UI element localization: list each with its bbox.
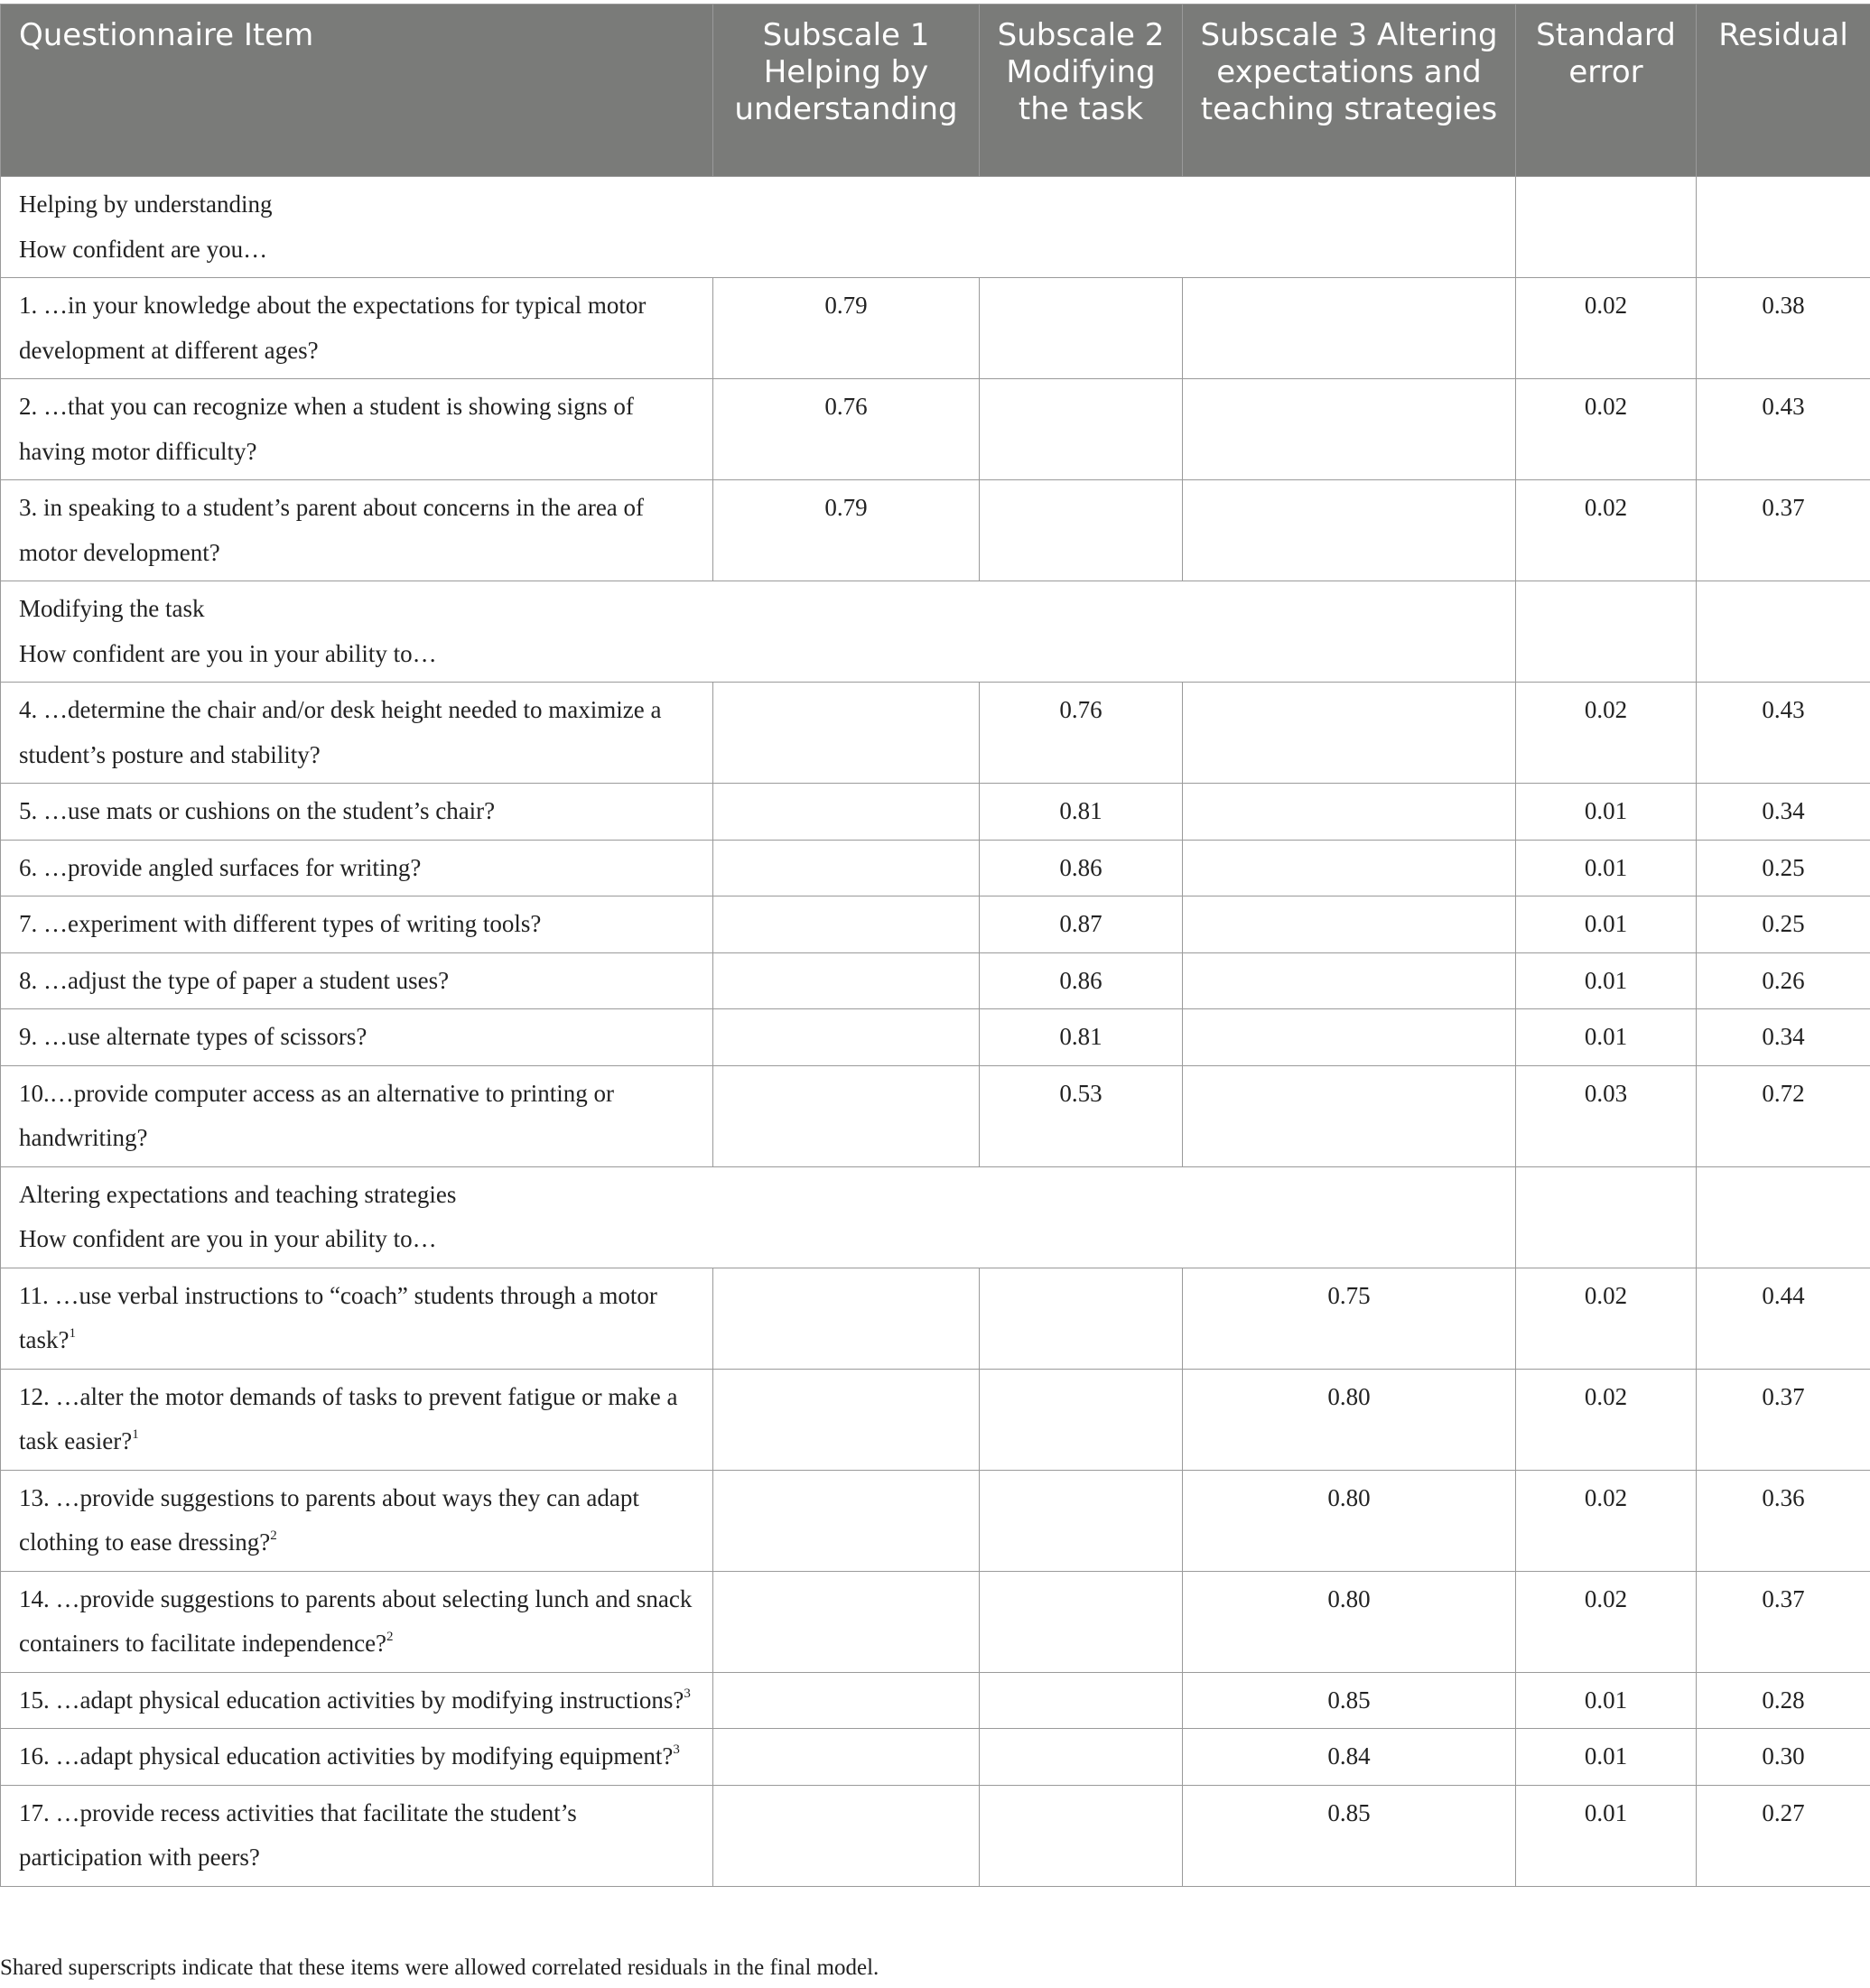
item-text: 1. …in your knowledge about the expectations for typical motor development at different ages?	[19, 292, 647, 364]
standard-error-value: 0.01	[1516, 896, 1697, 953]
item-text: 7. …experiment with different types of writing tools?	[19, 910, 542, 937]
table-row	[1, 379, 1870, 480]
standard-error-value: 0.01	[1516, 1672, 1697, 1729]
subscale-1-loading: 0.79	[713, 480, 980, 581]
residual-value: 0.37	[1697, 1571, 1870, 1672]
subscale-3-loading	[1183, 379, 1516, 480]
table-row	[1, 1009, 1870, 1066]
item-text-cell	[1, 1571, 713, 1672]
item-text: 5. …use mats or cushions on the student’s chair?	[19, 797, 496, 824]
subscale-2-loading	[980, 1785, 1183, 1886]
header-subscale-2: Subscale 2 Modifying the task	[980, 5, 1183, 177]
subscale-3-loading	[1183, 683, 1516, 784]
item-text: 8. …adjust the type of paper a student uses?	[19, 966, 450, 994]
subscale-3-loading	[1183, 840, 1516, 896]
item-text: 16. …adapt physical education activities by modifying equipment?	[19, 1742, 674, 1770]
item-text-cell	[1, 1729, 713, 1786]
residual-value: 0.34	[1697, 784, 1870, 841]
item-text-cell	[1, 683, 713, 784]
table-row	[1, 1268, 1870, 1369]
table-row	[1, 1729, 1870, 1786]
table-row	[1, 1571, 1870, 1672]
standard-error-value: 0.01	[1516, 1785, 1697, 1886]
table-row	[1, 1470, 1870, 1571]
subscale-1-loading: 0.79	[713, 278, 980, 379]
subscale-3-loading	[1183, 952, 1516, 1009]
subscale-3-loading: 0.80	[1183, 1470, 1516, 1571]
section-title-cell	[1, 581, 1516, 683]
item-text-cell	[1, 784, 713, 841]
residual-value: 0.30	[1697, 1729, 1870, 1786]
header-row	[1, 5, 1870, 177]
item-superscript: 2	[270, 1528, 277, 1543]
item-superscript: 2	[386, 1630, 394, 1644]
subscale-3-loading	[1183, 1065, 1516, 1166]
item-text: 6. …provide angled surfaces for writing?	[19, 853, 422, 881]
empty-cell	[1697, 581, 1870, 683]
residual-value: 0.44	[1697, 1268, 1870, 1369]
subscale-2-loading	[980, 1369, 1183, 1470]
item-text: 10.…provide computer access as an alternative to printing or handwriting?	[19, 1079, 615, 1151]
table-row	[1, 1369, 1870, 1470]
subscale-1-loading	[713, 1785, 980, 1886]
standard-error-value: 0.01	[1516, 1729, 1697, 1786]
header-subscale-1: Subscale 1 Helping by understanding	[713, 5, 980, 177]
subscale-3-loading	[1183, 278, 1516, 379]
subscale-2-loading: 0.87	[980, 896, 1183, 953]
item-text: 3. in speaking to a student’s parent about concerns in the area of motor development?	[19, 494, 645, 566]
empty-cell	[1697, 1166, 1870, 1268]
standard-error-value: 0.02	[1516, 1369, 1697, 1470]
standard-error-value: 0.02	[1516, 1268, 1697, 1369]
residual-value: 0.25	[1697, 896, 1870, 953]
subscale-1-loading	[713, 1729, 980, 1786]
empty-cell	[1697, 177, 1870, 278]
residual-value: 0.43	[1697, 683, 1870, 784]
empty-cell	[1516, 581, 1697, 683]
item-text-cell	[1, 1268, 713, 1369]
standard-error-value: 0.01	[1516, 1009, 1697, 1066]
item-text-cell	[1, 379, 713, 480]
table-row	[1, 784, 1870, 841]
table-row	[1, 683, 1870, 784]
subscale-1-loading	[713, 1009, 980, 1066]
item-text: 15. …adapt physical education activities by modifying instructions?	[19, 1686, 684, 1714]
subscale-2-loading	[980, 1268, 1183, 1369]
section-header-row	[1, 177, 1870, 278]
table-row	[1, 1065, 1870, 1166]
subscale-1-loading	[713, 1065, 980, 1166]
standard-error-value: 0.02	[1516, 1571, 1697, 1672]
subscale-1-loading: 0.76	[713, 379, 980, 480]
subscale-2-loading	[980, 1470, 1183, 1571]
table-row	[1, 278, 1870, 379]
subscale-1-loading	[713, 1268, 980, 1369]
subscale-1-loading	[713, 1369, 980, 1470]
table-row	[1, 480, 1870, 581]
item-text: 12. …alter the motor demands of tasks to prevent fatigue or make a task easier?	[19, 1382, 678, 1454]
section-prompt: How confident are you…	[19, 235, 268, 263]
section-title-cell	[1, 177, 1516, 278]
subscale-2-loading: 0.76	[980, 683, 1183, 784]
item-text-cell	[1, 896, 713, 953]
item-text: 2. …that you can recognize when a student is showing signs of having motor difficulty?	[19, 393, 634, 465]
subscale-3-loading	[1183, 480, 1516, 581]
subscale-2-loading: 0.86	[980, 840, 1183, 896]
residual-value: 0.27	[1697, 1785, 1870, 1886]
subscale-2-loading: 0.81	[980, 1009, 1183, 1066]
table-row	[1, 1672, 1870, 1729]
table-row	[1, 952, 1870, 1009]
header-residual: Residual	[1697, 5, 1870, 177]
empty-cell	[1516, 177, 1697, 278]
subscale-3-loading: 0.80	[1183, 1369, 1516, 1470]
table-row	[1, 1785, 1870, 1886]
item-text: 9. …use alternate types of scissors?	[19, 1023, 367, 1050]
subscale-1-loading	[713, 952, 980, 1009]
subscale-2-loading	[980, 1672, 1183, 1729]
section-header-row	[1, 581, 1870, 683]
header-questionnaire-item: Questionnaire Item	[1, 5, 713, 177]
section-prompt: How confident are you in your ability to…	[19, 639, 437, 667]
table-row	[1, 840, 1870, 896]
residual-value: 0.38	[1697, 278, 1870, 379]
item-superscript: 1	[69, 1326, 76, 1341]
residual-value: 0.72	[1697, 1065, 1870, 1166]
subscale-3-loading	[1183, 896, 1516, 953]
standard-error-value: 0.01	[1516, 952, 1697, 1009]
residual-value: 0.43	[1697, 379, 1870, 480]
table-row	[1, 896, 1870, 953]
subscale-2-loading: 0.53	[980, 1065, 1183, 1166]
residual-value: 0.28	[1697, 1672, 1870, 1729]
item-text: 13. …provide suggestions to parents about ways they can adapt clothing to ease dressing?	[19, 1483, 639, 1556]
item-text-cell	[1, 278, 713, 379]
standard-error-value: 0.02	[1516, 683, 1697, 784]
residual-value: 0.26	[1697, 952, 1870, 1009]
subscale-3-loading: 0.85	[1183, 1785, 1516, 1886]
item-text-cell	[1, 1009, 713, 1066]
loadings-table	[0, 4, 1870, 1887]
residual-value: 0.34	[1697, 1009, 1870, 1066]
header-subscale-3: Subscale 3 Altering expectations and teaching strategies	[1183, 5, 1516, 177]
empty-cell	[1516, 1166, 1697, 1268]
item-text: 14. …provide suggestions to parents about selecting lunch and snack containers to facilitate independence?	[19, 1584, 693, 1657]
item-text-cell	[1, 952, 713, 1009]
standard-error-value: 0.02	[1516, 278, 1697, 379]
standard-error-value: 0.02	[1516, 1470, 1697, 1571]
subscale-1-loading	[713, 1571, 980, 1672]
subscale-1-loading	[713, 896, 980, 953]
item-text-cell	[1, 480, 713, 581]
residual-value: 0.36	[1697, 1470, 1870, 1571]
subscale-3-loading: 0.84	[1183, 1729, 1516, 1786]
item-superscript: 3	[684, 1686, 691, 1701]
subscale-3-loading: 0.85	[1183, 1672, 1516, 1729]
subscale-3-loading	[1183, 784, 1516, 841]
standard-error-value: 0.02	[1516, 379, 1697, 480]
item-text: 11. …use verbal instructions to “coach” students through a motor task?	[19, 1281, 657, 1353]
subscale-1-loading	[713, 840, 980, 896]
subscale-2-loading: 0.81	[980, 784, 1183, 841]
standard-error-value: 0.02	[1516, 480, 1697, 581]
item-text: 17. …provide recess activities that facilitate the student’s participation with peers?	[19, 1798, 577, 1871]
section-prompt: How confident are you in your ability to…	[19, 1225, 437, 1252]
section-header-row	[1, 1166, 1870, 1268]
subscale-2-loading	[980, 379, 1183, 480]
subscale-2-loading	[980, 278, 1183, 379]
subscale-2-loading	[980, 1729, 1183, 1786]
subscale-1-loading	[713, 784, 980, 841]
subscale-2-loading: 0.86	[980, 952, 1183, 1009]
subscale-1-loading	[713, 1672, 980, 1729]
subscale-3-loading: 0.80	[1183, 1571, 1516, 1672]
residual-value: 0.37	[1697, 480, 1870, 581]
item-text-cell	[1, 1672, 713, 1729]
item-text: 4. …determine the chair and/or desk height needed to maximize a student’s posture and stability?	[19, 696, 662, 768]
item-text-cell	[1, 1065, 713, 1166]
standard-error-value: 0.01	[1516, 784, 1697, 841]
subscale-2-loading	[980, 480, 1183, 581]
section-title: Modifying the task	[19, 595, 205, 622]
header-standard-error: Standard error	[1516, 5, 1697, 177]
section-title: Altering expectations and teaching strategies	[19, 1180, 457, 1208]
section-title-cell	[1, 1166, 1516, 1268]
residual-value: 0.25	[1697, 840, 1870, 896]
standard-error-value: 0.01	[1516, 840, 1697, 896]
section-title: Helping by understanding	[19, 190, 273, 218]
footnote: Shared superscripts indicate that these items were allowed correlated residuals in the final model.	[0, 1955, 879, 1980]
standard-error-value: 0.03	[1516, 1065, 1697, 1166]
item-superscript: 1	[132, 1427, 139, 1442]
item-text-cell	[1, 1470, 713, 1571]
subscale-1-loading	[713, 1470, 980, 1571]
table-body	[1, 177, 1870, 1887]
subscale-2-loading	[980, 1571, 1183, 1672]
item-text-cell	[1, 1785, 713, 1886]
subscale-3-loading: 0.75	[1183, 1268, 1516, 1369]
item-superscript: 3	[673, 1742, 680, 1757]
item-text-cell	[1, 840, 713, 896]
residual-value: 0.37	[1697, 1369, 1870, 1470]
item-text-cell	[1, 1369, 713, 1470]
subscale-1-loading	[713, 683, 980, 784]
subscale-3-loading	[1183, 1009, 1516, 1066]
